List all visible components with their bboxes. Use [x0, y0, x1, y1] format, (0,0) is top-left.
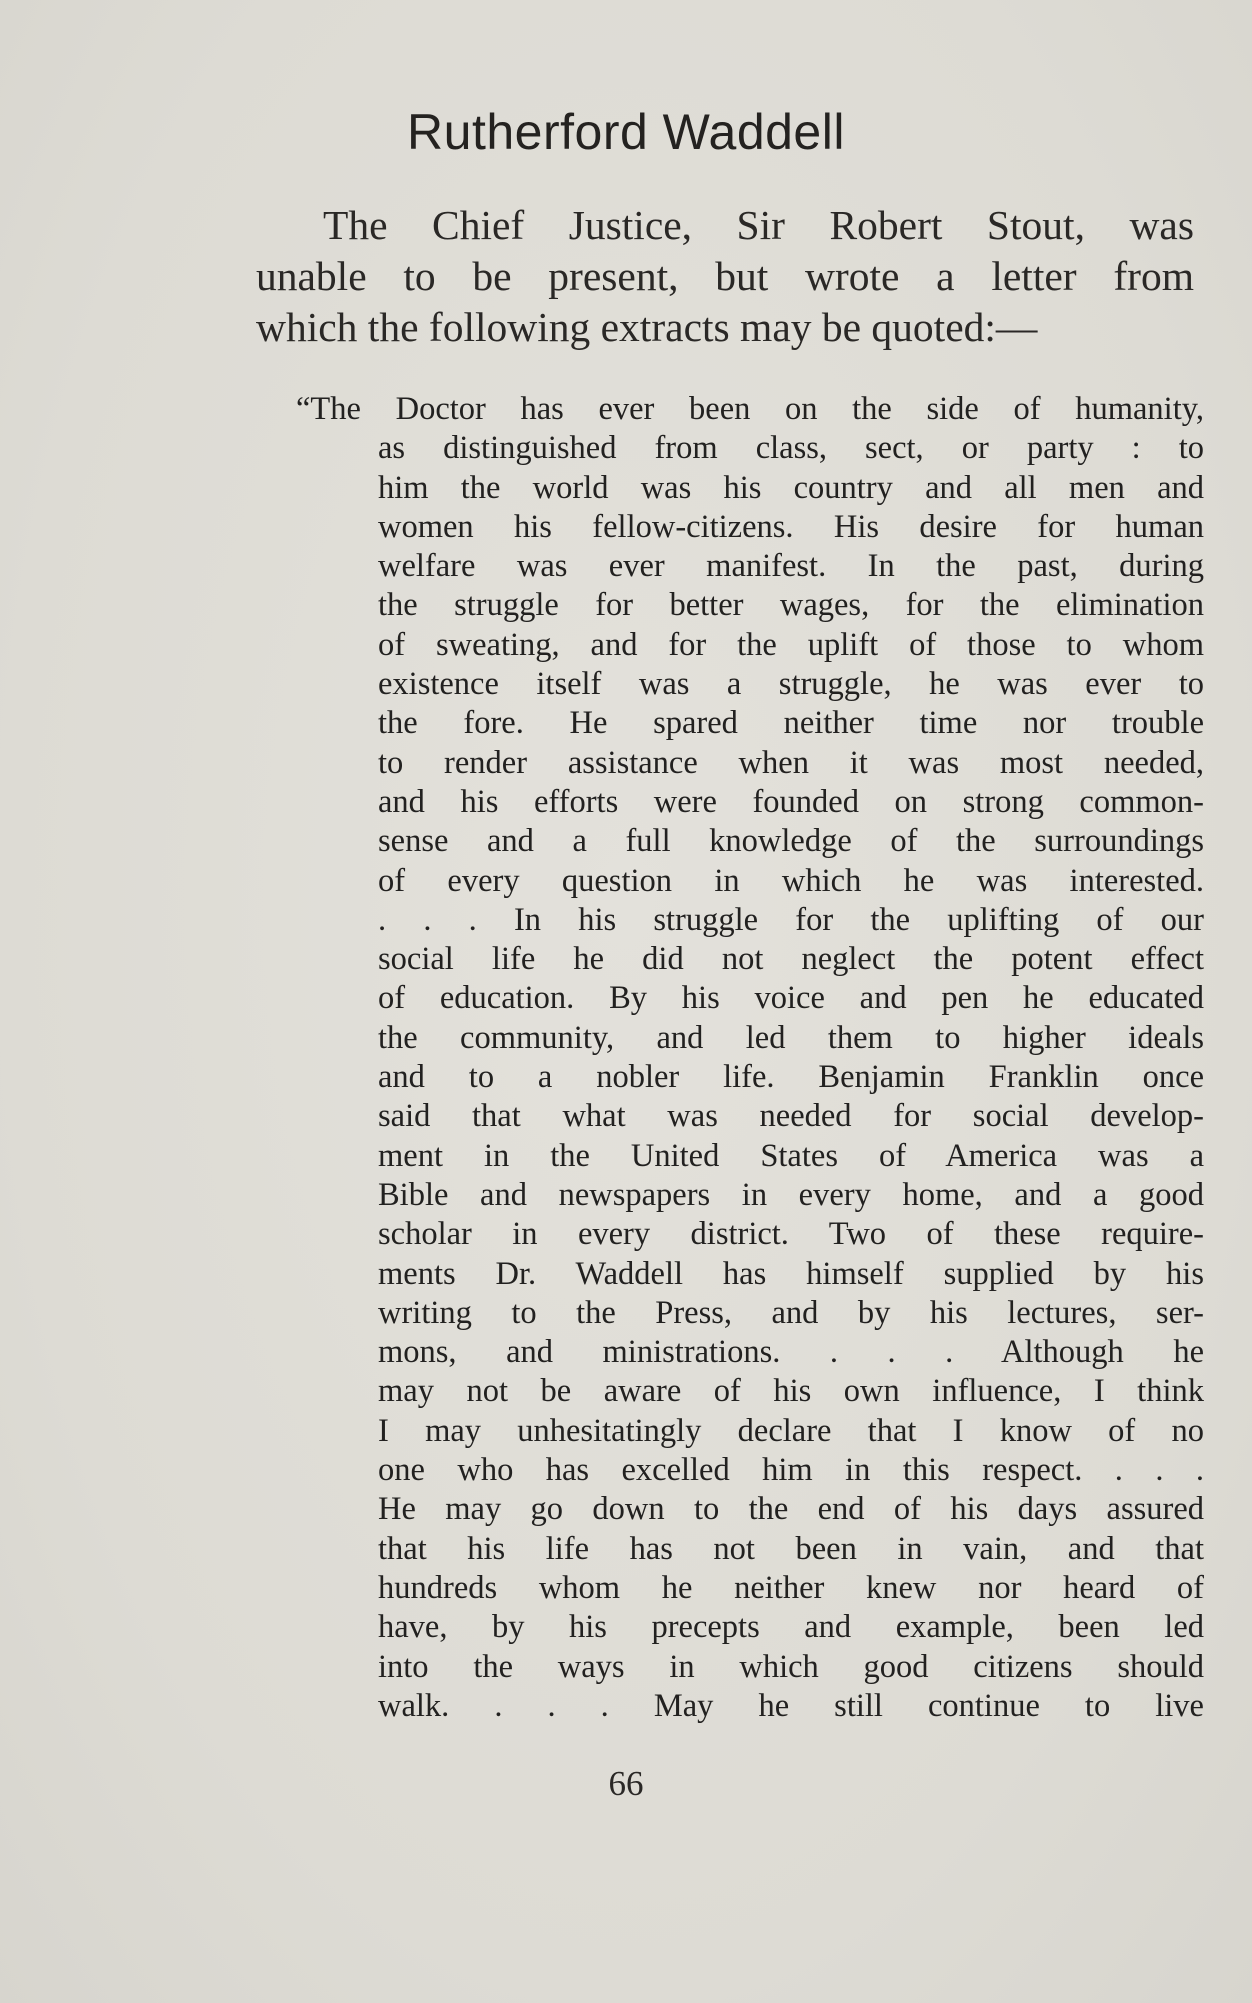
quote-line: the fore. He spared neither time nor trouble: [378, 705, 1204, 742]
quote-line: that his life has not been in vain, and that: [378, 1530, 1204, 1567]
quote-line: walk. . . . May he still continue to live: [378, 1687, 1204, 1724]
intro-line: which the following extracts may be quoted:—: [256, 304, 1038, 350]
quote-line: “The Doctor has ever been on the side of humanity,: [296, 391, 1204, 427]
quote-line: the struggle for better wages, for the elimination: [378, 587, 1204, 624]
intro-paragraph: [256, 200, 1194, 353]
quote-line: and his efforts were founded on strong common-: [378, 783, 1204, 820]
intro-line: The Chief Justice, Sir Robert Stout, was: [323, 202, 1194, 248]
quote-line: scholar in every district. Two of these require-: [378, 1216, 1204, 1253]
quote-line: to render assistance when it was most needed,: [378, 744, 1204, 781]
quote-line: ments Dr. Waddell has himself supplied by his: [378, 1255, 1204, 1292]
quote-line: of sweating, and for the uplift of those to whom: [378, 626, 1204, 663]
quote-line: hundreds whom he neither knew nor heard of: [378, 1569, 1204, 1606]
quote-line: mons, and ministrations. . . . Although he: [378, 1334, 1204, 1371]
quote-line: into the ways in which good citizens should: [378, 1648, 1204, 1685]
quote-line: He may go down to the end of his days assured: [378, 1491, 1204, 1528]
quote-line: ment in the United States of America was a: [378, 1137, 1204, 1174]
quote-line: existence itself was a struggle, he was ever to: [378, 666, 1204, 703]
page-number: 66: [608, 1764, 644, 1803]
quote-line: of education. By his voice and pen he educated: [378, 980, 1204, 1017]
quote-line: have, by his precepts and example, been led: [378, 1609, 1204, 1646]
block-quote: [296, 390, 1204, 1726]
quote-line: . . . In his struggle for the uplifting of our: [378, 901, 1204, 938]
quote-line: social life he did not neglect the potent effect: [378, 941, 1204, 978]
running-head: Rutherford Waddell: [407, 104, 845, 160]
quote-line: one who has excelled him in this respect. . . .: [378, 1452, 1204, 1489]
quote-line: the community, and led them to higher ideals: [378, 1019, 1204, 1056]
quote-line: writing to the Press, and by his lectures, ser-: [378, 1294, 1204, 1331]
quote-line: him the world was his country and all men and: [378, 469, 1204, 506]
quote-line: as distinguished from class, sect, or party : to: [378, 430, 1204, 467]
quote-line: may not be aware of his own influence, I think: [378, 1373, 1204, 1410]
quote-line: sense and a full knowledge of the surroundings: [378, 823, 1204, 860]
quote-line: said that what was needed for social develop-: [378, 1098, 1204, 1135]
quote-line: women his fellow-citizens. His desire for human: [378, 508, 1204, 545]
quote-line: of every question in which he was interested.: [378, 862, 1204, 899]
quote-line: welfare was ever manifest. In the past, during: [378, 548, 1204, 585]
quote-line: I may unhesitatingly declare that I know of no: [378, 1412, 1204, 1449]
quote-line: Bible and newspapers in every home, and a good: [378, 1176, 1204, 1213]
intro-line: unable to be present, but wrote a letter from: [256, 253, 1194, 299]
quote-line: and to a nobler life. Benjamin Franklin once: [378, 1059, 1204, 1096]
